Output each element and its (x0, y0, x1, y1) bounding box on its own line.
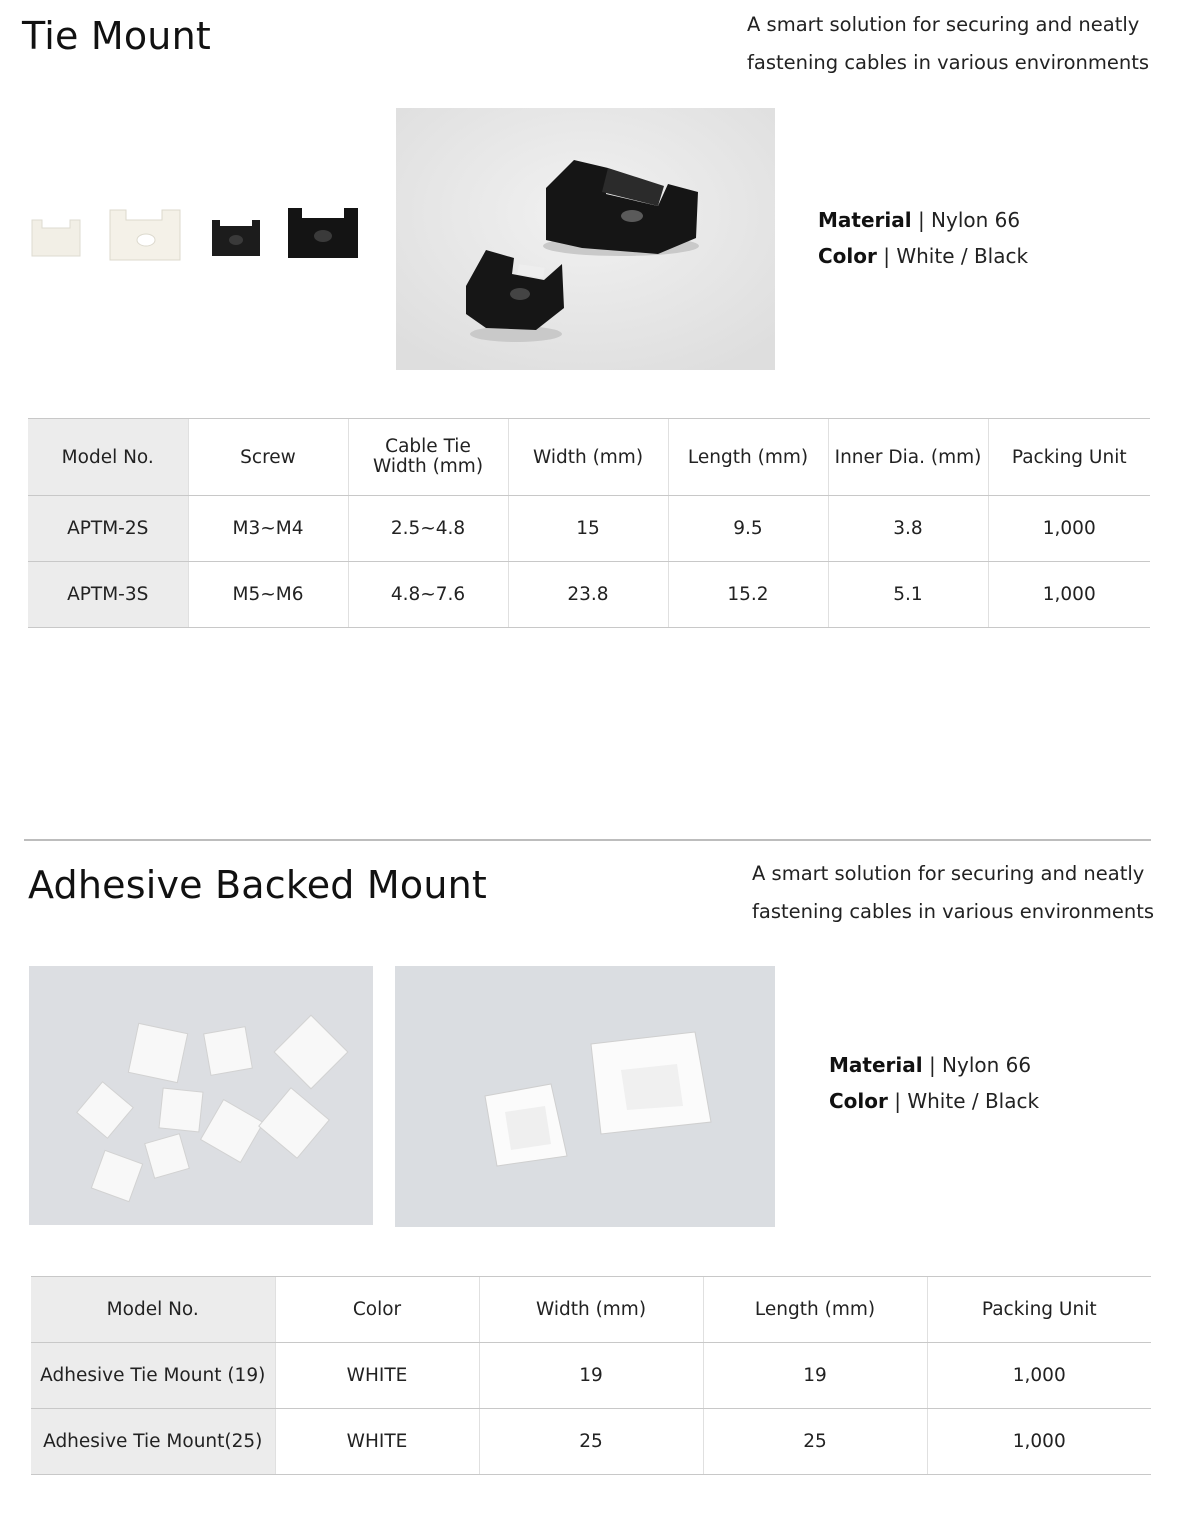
material-label: Material (818, 208, 912, 232)
table-cell: 1,000 (927, 1409, 1151, 1475)
table-cell: 9.5 (668, 496, 828, 562)
table-header-row (28, 419, 1150, 496)
section2-color-row (829, 1083, 1039, 1119)
table-cell: M5~M6 (188, 562, 348, 628)
table-row (31, 1409, 1151, 1475)
table-cell: 25 (703, 1409, 927, 1475)
col-header: Color (275, 1277, 479, 1343)
table-header-row (31, 1277, 1151, 1343)
col-header: Packing Unit (988, 419, 1150, 496)
section1-material-row (818, 202, 1028, 238)
adhesive-mount-spec-table (31, 1276, 1151, 1475)
color-value: | White / Black (876, 244, 1029, 268)
table-cell: 19 (479, 1343, 703, 1409)
col-header: Width (mm) (479, 1277, 703, 1343)
table-cell: 5.1 (828, 562, 988, 628)
section1-specs (818, 202, 1028, 274)
table-cell: 25 (479, 1409, 703, 1475)
table-cell: 15 (508, 496, 668, 562)
table-cell: Adhesive Tie Mount(25) (31, 1409, 275, 1475)
section1-title: Tie Mount (22, 14, 211, 58)
section2-tagline-line1: A smart solution for securing and neatly (752, 862, 1145, 885)
table-cell: 1,000 (988, 496, 1150, 562)
table-cell: 4.8~7.6 (348, 562, 508, 628)
table-cell: 1,000 (927, 1343, 1151, 1409)
col-header: Model No. (31, 1277, 275, 1343)
material-value: | Nylon 66 (911, 208, 1021, 232)
col-header-line1: Cable Tie (385, 436, 471, 457)
material-value: | Nylon 66 (922, 1053, 1032, 1077)
table-row (31, 1343, 1151, 1409)
table-cell: 23.8 (508, 562, 668, 628)
table-cell: 1,000 (988, 562, 1150, 628)
table-cell: 15.2 (668, 562, 828, 628)
col-header: Length (mm) (668, 419, 828, 496)
section2-specs (829, 1047, 1039, 1119)
adhesive-mounts-closeup-photo (395, 966, 775, 1227)
tie-mount-photo (396, 108, 775, 370)
col-header: Screw (188, 419, 348, 496)
table-cell: Adhesive Tie Mount (19) (31, 1343, 275, 1409)
table-cell: 19 (703, 1343, 927, 1409)
section-divider (24, 839, 1151, 841)
section2-tagline (752, 855, 1154, 931)
tie-mount-spec-table (28, 418, 1150, 628)
col-header (348, 419, 508, 496)
table-cell: 2.5~4.8 (348, 496, 508, 562)
col-header: Inner Dia. (mm) (828, 419, 988, 496)
table-cell: WHITE (275, 1409, 479, 1475)
table-cell: APTM-2S (28, 496, 188, 562)
color-label: Color (829, 1089, 888, 1113)
section1-color-row (818, 238, 1028, 274)
adhesive-mounts-scattered-photo (29, 966, 373, 1225)
section2-title: Adhesive Backed Mount (28, 863, 487, 907)
col-header: Packing Unit (927, 1277, 1151, 1343)
color-label: Color (818, 244, 877, 268)
table-cell: 3.8 (828, 496, 988, 562)
table-row (28, 496, 1150, 562)
col-header: Length (mm) (703, 1277, 927, 1343)
section1-tagline-line1: A smart solution for securing and neatly (747, 13, 1140, 36)
color-value: | White / Black (887, 1089, 1040, 1113)
table-cell: APTM-3S (28, 562, 188, 628)
section1-tagline-line2: fastening cables in various environments (747, 51, 1150, 74)
material-label: Material (829, 1053, 923, 1077)
section1-tagline (747, 6, 1149, 82)
col-header-line2: Width (mm) (372, 456, 484, 477)
col-header: Model No. (28, 419, 188, 496)
tie-mount-lineup-image (26, 190, 366, 280)
table-cell: M3~M4 (188, 496, 348, 562)
col-header: Width (mm) (508, 419, 668, 496)
table-row (28, 562, 1150, 628)
section2-tagline-line2: fastening cables in various environments (752, 900, 1155, 923)
section2-material-row (829, 1047, 1039, 1083)
table-cell: WHITE (275, 1343, 479, 1409)
